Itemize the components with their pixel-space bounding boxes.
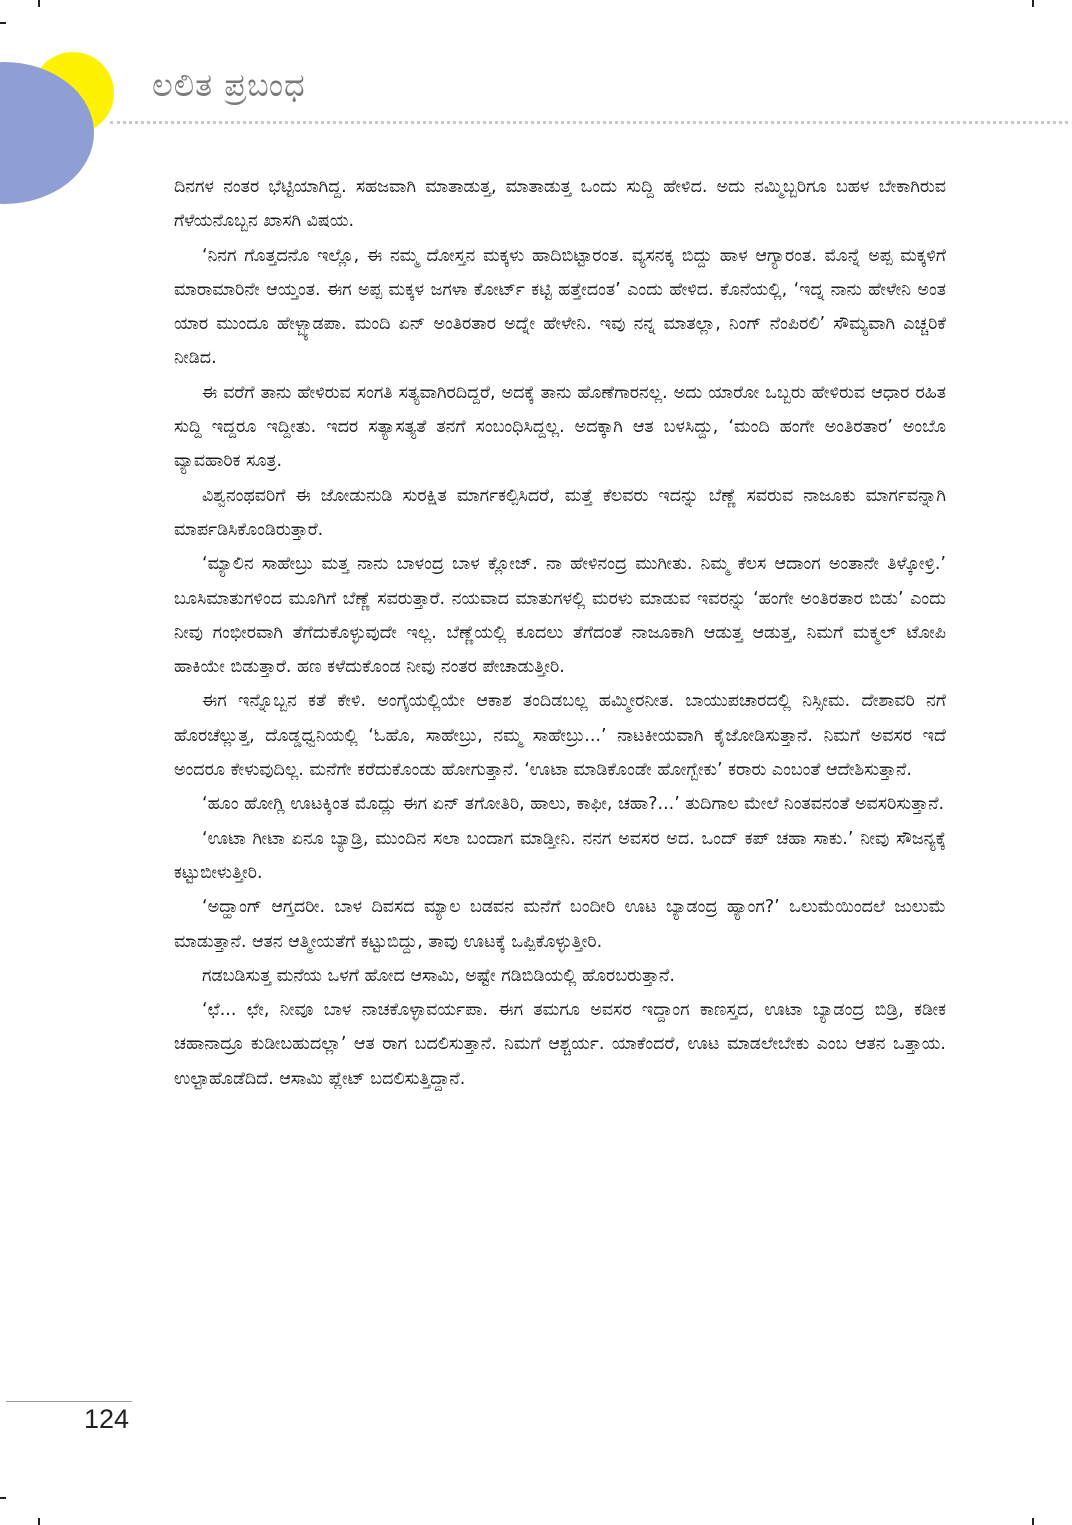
crop-mark-left-bottom <box>0 1497 6 1499</box>
crop-mark-top-right <box>1032 0 1034 7</box>
crop-mark-left-top <box>0 22 6 24</box>
paragraph: ಈಗ ಇನ್ನೊಬ್ಬನ ಕತೆ ಕೇಳಿ. ಅಂಗೈಯಲ್ಲಿಯೇ ಆಕಾಶ ತಂದಿಡಬಲ್ಲ ಹಮ್ಮೀರನೀತ. ಬಾಯುಪಚಾರದಲ್ಲಿ ನಿಸ್ಸೀಮ. ದೇಶಾವರಿ ನಗೆ ಹೊರಚೆಲ್ಲುತ್ತ, ದೊಡ್ಡಧ್ವನಿಯಲ್ಲಿ ‘ಓಹೊ, ಸಾಹೇಬ್ರು, ನಮ್ಮ ಸಾಹೇಬ್ರು...’ ನಾಟಕೀಯವಾಗಿ ಕೈಜೋಡಿಸುತ್ತಾನೆ. ನಿಮಗೆ ಅವಸರ ಇದೆ ಅಂದರೂ ಕೇಳುವುದಿಲ್ಲ. ಮನೆಗೇ ಕರೆದುಕೊಂಡು ಹೋಗುತ್ತಾನೆ. ‘ಊಟಾ ಮಾಡಿಕೊಂಡೇ ಹೋಗ್ಬೇಕು’ ಕರಾರು ಎಂಬಂತೆ ಆದೇಶಿಸುತ್ತಾನೆ. <box>174 691 946 781</box>
paragraph: ‘ಹೂಂ ಹೋಗ್ಲಿ ಊಟಕ್ಕಿಂತ ಮೊದ್ಲು ಈಗ ಏನ್ ತಗೋತಿರಿ, ಹಾಲು, ಕಾಫೀ, ಚಹಾ?...’ ತುದಿಗಾಲ ಮೇಲೆ ನಿಂತವನಂತೆ ಅವಸರಿಸುತ್ತಾನೆ. <box>202 794 945 815</box>
paragraph: ಈ ವರೆಗೆ ತಾನು ಹೇಳಿರುವ ಸಂಗತಿ ಸತ್ಯವಾಗಿರದಿದ್ದರೆ, ಅದಕ್ಕೆ ತಾನು ಹೊಣೆಗಾರನಲ್ಲ. ಅದು ಯಾರೋ ಒಬ್ಬರು ಹೇಳಿರುವ ಆಧಾರ ರಹಿತ ಸುದ್ದಿ ಇದ್ದರೂ ಇದ್ದೀತು. ಇದರ ಸತ್ಯಾಸತ್ಯತೆ ತನಗೆ ಸಂಬಂಧಿಸಿದ್ದಲ್ಲ. ಅದಕ್ಕಾಗಿ ಆತ ಬಳಸಿದ್ದು, ‘ಮಂದಿ ಹಂಗೇ ಅಂತಿರತಾರ’ ಅಂಬೊ ವ್ಯಾವಹಾರಿಕ ಸೂತ್ರ. <box>174 382 946 472</box>
paragraph: ‘ನಿನಗ ಗೊತ್ತದನೊ ಇಲ್ಲೊ, ಈ ನಮ್ಮ ದೋಸ್ತನ ಮಕ್ಕಳು ಹಾದಿಬಿಟ್ಟಾರಂತ. ವ್ಯಸನಕ್ಕ ಬಿದ್ದು ಹಾಳ ಆಗ್ಯಾರಂತ. ಮೊನ್ನೆ ಅಪ್ಪ ಮಕ್ಕಳಿಗೆ ಮಾರಾಮಾರಿನೇ ಆಯ್ತಂತ. ಈಗ ಅಪ್ಪ ಮಕ್ಕಳ ಜಗಳಾ ಕೋರ್ಟ್ ಕಟ್ಟಿ ಹತ್ತೇದಂತ’ ಎಂದು ಹೇಳಿದ. ಕೊನೆಯಲ್ಲಿ, ‘ಇದ್ನ ನಾನು ಹೇಳೇನಿ ಅಂತ ಯಾರ ಮುಂದೂ ಹೇಳ್ಬ್ಯಾಡಪಾ. ಮಂದಿ ಏನ್ ಅಂತಿರತಾರ ಅದ್ನೇ ಹೇಳೇನಿ. ಇವು ನನ್ನ ಮಾತಲ್ಲಾ, ನಿಂಗ್ ನೆಂಪಿರಲಿ’ ಸೌಮ್ಯವಾಗಿ ಎಚ್ಚರಿಕೆ ನೀಡಿದ. <box>174 245 946 369</box>
page-number: 124 <box>84 1404 130 1434</box>
crop-mark-bottom-right <box>1032 1518 1034 1525</box>
paragraph: ‘ಅದ್ಹಾಂಗ್ ಆಗ್ತದರೀ. ಬಾಳ ದಿವಸದ ಮ್ಯಾಲ ಬಡವನ ಮನೆಗೆ ಬಂದೀರಿ ಊಟ ಬ್ಯಾಡಂದ್ರ ಹ್ಯಾಂಗ?’ ಒಲುಮೆಯಿಂದಲೆ ಜುಲುಮೆ ಮಾಡುತ್ತಾನೆ. ಆತನ ಆತ್ಮೀಯತೆಗೆ ಕಟ್ಟುಬಿದ್ದು, ತಾವು ಊಟಕ್ಕೆ ಒಪ್ಪಿಕೊಳ್ಳುತ್ತೀರಿ. <box>174 897 946 952</box>
header-dotted-rule <box>110 121 1068 124</box>
paragraph: ದಿನಗಳ ನಂತರ ಭೆಟ್ಟಿಯಾಗಿದ್ದ. ಸಹಜವಾಗಿ ಮಾತಾಡುತ್ತ, ಮಾತಾಡುತ್ತ ಒಂದು ಸುದ್ದಿ ಹೇಳಿದ. ಅದು ನಮ್ಮಿಬ್ಬರಿಗೂ ಬಹಳ ಬೇಕಾಗಿರುವ ಗೆಳೆಯನೊಬ್ಬನ ಖಾಸಗಿ ವಿಷಯ. <box>174 177 946 232</box>
body-text <box>174 170 946 1096</box>
paragraph: ಗಡಬಡಿಸುತ್ತ ಮನೆಯ ಒಳಗೆ ಹೋದ ಆಸಾಮಿ, ಅಷ್ಟೇ ಗಡಿಬಿಡಿಯಲ್ಲಿ ಹೊರಬರುತ್ತಾನೆ. <box>202 965 675 986</box>
paragraph: ವಿಶ್ವನಂಥವರಿಗೆ ಈ ಜೋಡುನುಡಿ ಸುರಕ್ಷಿತ ಮಾರ್ಗಕಲ್ಪಿಸಿದರೆ, ಮತ್ತೆ ಕೆಲವರು ಇದನ್ನು ಬೆಣ್ಣೆ ಸವರುವ ನಾಜೂಕು ಮಾರ್ಗವನ್ನಾಗಿ ಮಾರ್ಪಡಿಸಿಕೊಂಡಿರುತ್ತಾರೆ. <box>174 485 946 540</box>
crop-mark-top-left <box>38 0 40 7</box>
paragraph: ‘ಮ್ಯಾಲಿನ ಸಾಹೇಬ್ರು ಮತ್ತ ನಾನು ಬಾಳಂದ್ರ ಬಾಳ ಕ್ಲೋಜ್. ನಾ ಹೇಳಿನಂದ್ರ ಮುಗೀತು. ನಿಮ್ಮ ಕೆಲಸ ಆದಾಂಗ ಅಂತಾನೇ ತಿಳ್ಕೋಳ್ರಿ.’ ಬೂಸಿಮಾತುಗಳಿಂದ ಮೂಗಿಗೆ ಬೆಣ್ಣೆ ಸವರುತ್ತಾರೆ. ನಯವಾದ ಮಾತುಗಳಲ್ಲಿ ಮರಳು ಮಾಡುವ ಇವರನ್ನು ‘ಹಂಗೇ ಅಂತಿರತಾರ ಬಿಡು’ ಎಂದು ನೀವು ಗಂಭೀರವಾಗಿ ತೆಗೆದುಕೊಳ್ಳುವುದೇ ಇಲ್ಲ. ಬೆಣ್ಣೆಯಲ್ಲಿ ಕೂದಲು ತೆಗೆದಂತೆ ನಾಜೂಕಾಗಿ ಆಡುತ್ತ ಆಡುತ್ತ, ನಿಮಗೆ ಮಕ್ಮಲ್ ಟೋಪಿ ಹಾಕಿಯೇ ಬಿಡುತ್ತಾರೆ. ಹಣ ಕಳೆದುಕೊಂಡ ನೀವು ನಂತರ ಪೇಚಾಡುತ್ತೀರಿ. <box>174 554 946 678</box>
footer-rule <box>6 1401 132 1402</box>
running-header-title: ಲಲಿತ ಪ್ರಬಂಧ <box>152 66 306 104</box>
paragraph: ‘ಛೆ... ಛೇ, ನೀವೂ ಬಾಳ ನಾಚಕೊಳ್ಳಾವರ್ಯಪಾ. ಈಗ ತಮಗೂ ಅವಸರ ಇದ್ದಾಂಗ ಕಾಣಸ್ತದ, ಊಟಾ ಬ್ಯಾಡಂದ್ರ ಬಿಡ್ರಿ, ಕಡೀಕ ಚಹಾನಾದ್ರೂ ಕುಡೀಬಹುದಲ್ಲಾ’ ಆತ ರಾಗ ಬದಲಿಸುತ್ತಾನೆ. ನಿಮಗೆ ಆಶ್ಚರ್ಯ. ಯಾಕೆಂದರೆ, ಊಟ ಮಾಡಲೇಬೇಕು ಎಂಬ ಆತನ ಒತ್ತಾಯ. ಉಲ್ಟಾಹೊಡೆದಿದೆ. ಆಸಾಮಿ ಪ್ಲೇಟ್ ಬದಲಿಸುತ್ತಿದ್ದಾನೆ. <box>174 1000 946 1089</box>
crop-mark-bottom-left <box>38 1518 40 1525</box>
paragraph: ‘ಊಟಾ ಗೀಟಾ ಏನೂ ಬ್ಯಾಡ್ರಿ, ಮುಂದಿನ ಸಲಾ ಬಂದಾಗ ಮಾಡ್ತೀನಿ. ನನಗ ಅವಸರ ಅದ. ಒಂದ್ ಕಪ್ ಚಹಾ ಸಾಕು.’ ನೀವು ಸೌಜನ್ಯಕ್ಕೆ ಕಟ್ಟುಬೀಳುತ್ತೀರಿ. <box>174 828 946 883</box>
